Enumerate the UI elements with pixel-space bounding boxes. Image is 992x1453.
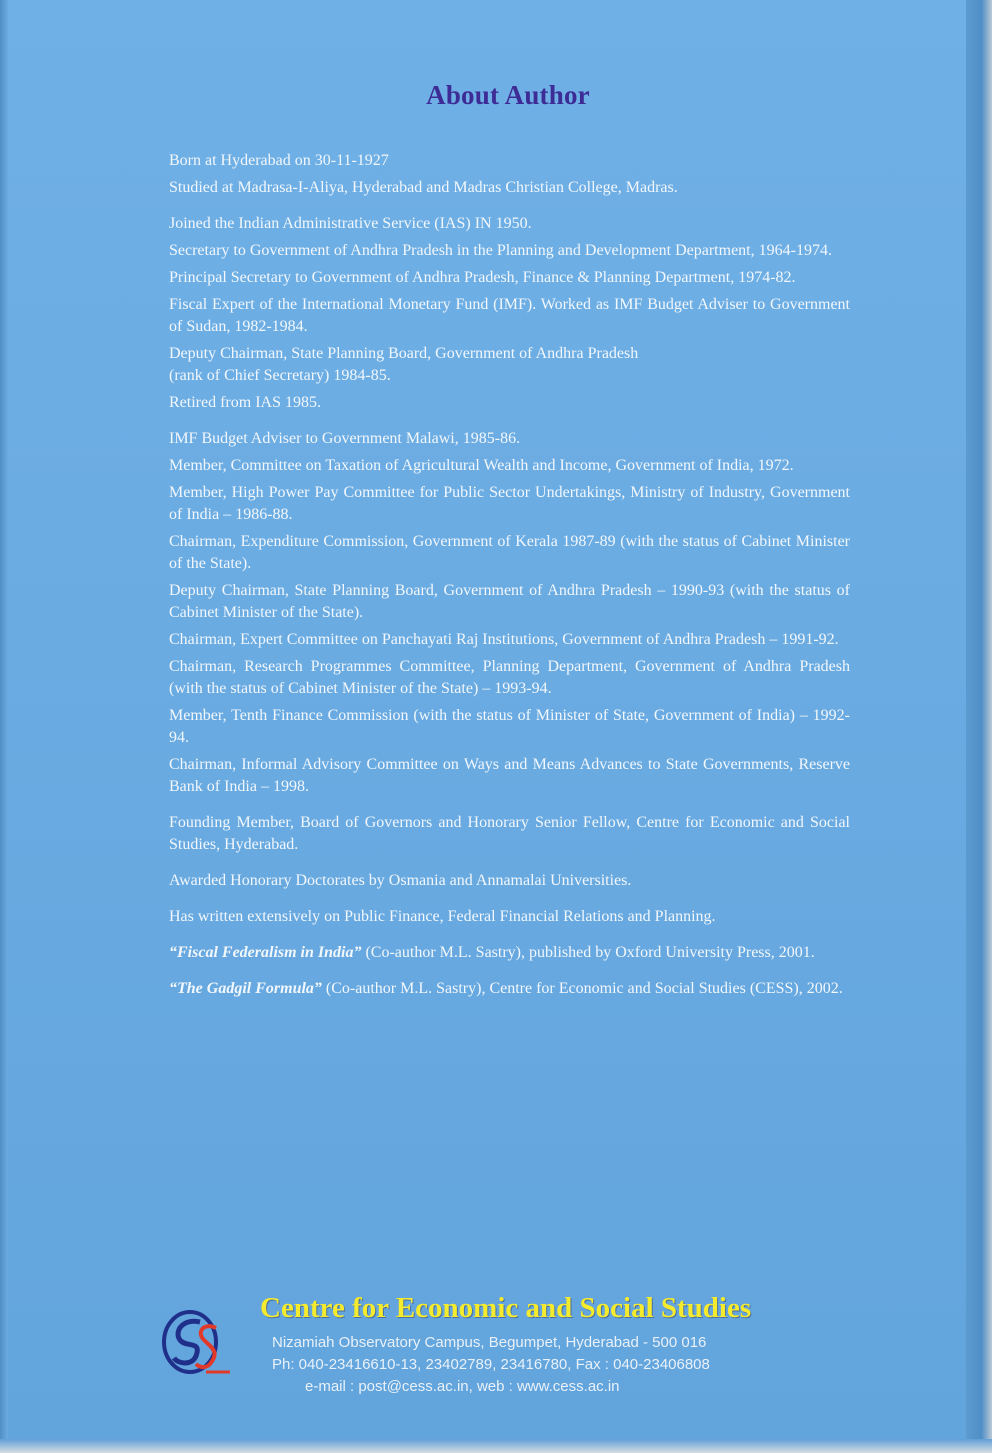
publisher-footer	[160, 1290, 860, 1410]
organization-phone: Ph: 040-23416610-13, 23402789, 23416780, Fax : 040-23406808	[272, 1356, 710, 1373]
book-title: “The Gadgil Formula”	[169, 980, 322, 997]
author-bio	[169, 150, 850, 1005]
bio-line: Studied at Madrasa-I-Aliya, Hyderabad and Madras Christian College, Madras.	[169, 179, 678, 196]
book-details: (Co-author M.L. Sastry), Centre for Economic and Social Studies (CESS), 2002.	[321, 980, 843, 997]
about-author-heading: About Author	[426, 80, 590, 110]
book-title: “Fiscal Federalism in India”	[169, 944, 362, 961]
bio-line: Fiscal Expert of the International Monetary Fund (IMF). Worked as IMF Budget Adviser to Government of Sudan, 1982-1984.	[169, 296, 850, 335]
bio-line: Awarded Honorary Doctorates by Osmania and Annamalai Universities.	[169, 872, 632, 889]
organization-name: Centre for Economic and Social Studies	[260, 1292, 752, 1324]
book-details: (Co-author M.L. Sastry), published by Oxford University Press, 2001.	[361, 944, 815, 961]
bio-line: Member, High Power Pay Committee for Public Sector Undertakings, Ministry of Industry, Government of India – 1986-88.	[169, 484, 850, 523]
bio-line: Retired from IAS 1985.	[169, 394, 321, 411]
bio-line: (rank of Chief Secretary) 1984-85.	[169, 367, 391, 384]
cess-logo-icon	[160, 1306, 232, 1378]
bio-line: Chairman, Expenditure Commission, Government of Kerala 1987-89 (with the status of Cabinet Minister of the State).	[169, 533, 850, 572]
book-entry	[169, 978, 850, 1000]
bio-line: Joined the Indian Administrative Service (IAS) IN 1950.	[169, 215, 532, 232]
bio-line: Member, Committee on Taxation of Agricultural Wealth and Income, Government of India, 1972.	[169, 457, 794, 474]
cover-left-edge	[0, 0, 8, 1453]
book-entry	[169, 942, 850, 964]
organization-contact: e-mail : post@cess.ac.in, web : www.cess.ac.in	[305, 1378, 620, 1395]
bio-line: Chairman, Expert Committee on Panchayati Raj Institutions, Government of Andhra Pradesh – 1991-92.	[169, 631, 839, 648]
bio-line: Principal Secretary to Government of Andhra Pradesh, Finance & Planning Department, 1974-82.	[169, 269, 796, 286]
bio-line: Has written extensively on Public Finance, Federal Financial Relations and Planning.	[169, 908, 716, 925]
bio-line: Chairman, Research Programmes Committee, Planning Department, Government of Andhra Pradesh (with the status of Cabinet Minister of the State) – 1993-94.	[169, 658, 850, 697]
bio-line: Deputy Chairman, State Planning Board, Government of Andhra Pradesh	[169, 345, 639, 362]
bio-line: Chairman, Informal Advisory Committee on Ways and Means Advances to State Governments, Reserve Bank of India – 1998.	[169, 756, 850, 795]
cover-bottom-edge	[0, 1439, 992, 1453]
cover-spine-edge	[966, 0, 992, 1453]
bio-line: IMF Budget Adviser to Government Malawi, 1985-86.	[169, 430, 521, 447]
organization-address: Nizamiah Observatory Campus, Begumpet, Hyderabad - 500 016	[272, 1334, 707, 1351]
bio-line: Member, Tenth Finance Commission (with the status of Minister of State, Government of India) – 1992-94.	[169, 707, 850, 746]
bio-line: Founding Member, Board of Governors and Honorary Senior Fellow, Centre for Economic and Social Studies, Hyderabad.	[169, 814, 850, 853]
bio-line: Born at Hyderabad on 30-11-1927	[169, 152, 389, 169]
bio-line: Deputy Chairman, State Planning Board, Government of Andhra Pradesh – 1990-93 (with the status of Cabinet Minister of the State).	[169, 582, 850, 621]
bio-line: Secretary to Government of Andhra Pradesh in the Planning and Development Department, 1964-1974.	[169, 242, 832, 259]
